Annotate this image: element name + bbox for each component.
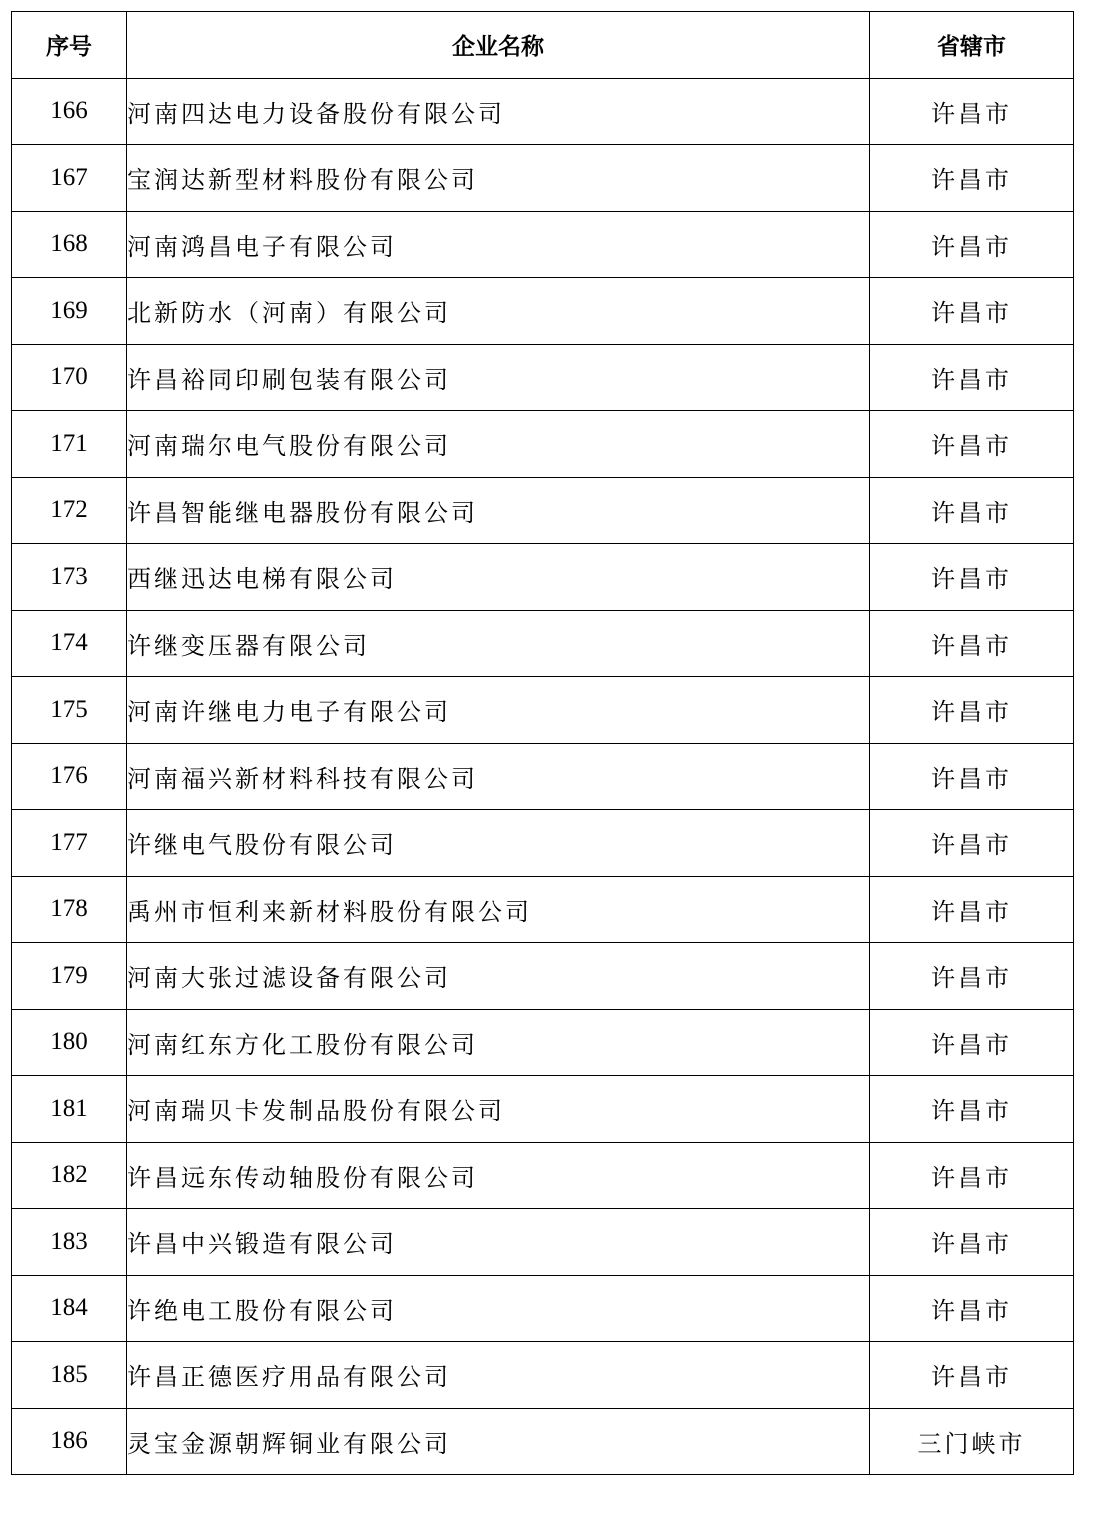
row-index: 182 bbox=[12, 1142, 127, 1209]
row-company-name: 许昌智能继电器股份有限公司 bbox=[127, 477, 870, 544]
table-row bbox=[12, 876, 1074, 943]
row-index: 174 bbox=[12, 610, 127, 677]
row-company-name: 河南红东方化工股份有限公司 bbox=[127, 1009, 870, 1076]
row-city: 许昌市 bbox=[870, 477, 1074, 544]
row-index: 179 bbox=[12, 943, 127, 1010]
header-index: 序号 bbox=[12, 12, 127, 79]
table-row bbox=[12, 810, 1074, 877]
row-index: 168 bbox=[12, 211, 127, 278]
row-index: 180 bbox=[12, 1009, 127, 1076]
table-row bbox=[12, 1408, 1074, 1475]
row-city: 许昌市 bbox=[870, 145, 1074, 212]
row-city: 许昌市 bbox=[870, 1275, 1074, 1342]
row-index: 172 bbox=[12, 477, 127, 544]
row-city: 许昌市 bbox=[870, 743, 1074, 810]
row-company-name: 宝润达新型材料股份有限公司 bbox=[127, 145, 870, 212]
row-city: 许昌市 bbox=[870, 876, 1074, 943]
table-row bbox=[12, 145, 1074, 212]
table-row bbox=[12, 1142, 1074, 1209]
table-row bbox=[12, 1342, 1074, 1409]
row-company-name: 许昌远东传动轴股份有限公司 bbox=[127, 1142, 870, 1209]
row-company-name: 许继电气股份有限公司 bbox=[127, 810, 870, 877]
row-index: 176 bbox=[12, 743, 127, 810]
row-index: 167 bbox=[12, 145, 127, 212]
row-city: 三门峡市 bbox=[870, 1408, 1074, 1475]
row-index: 166 bbox=[12, 78, 127, 145]
table-header-row bbox=[12, 12, 1074, 79]
table-row bbox=[12, 411, 1074, 478]
row-company-name: 河南福兴新材料科技有限公司 bbox=[127, 743, 870, 810]
row-city: 许昌市 bbox=[870, 78, 1074, 145]
table-row bbox=[12, 477, 1074, 544]
row-company-name: 禹州市恒利来新材料股份有限公司 bbox=[127, 876, 870, 943]
row-index: 181 bbox=[12, 1076, 127, 1143]
table-row bbox=[12, 943, 1074, 1010]
table-row bbox=[12, 211, 1074, 278]
row-city: 许昌市 bbox=[870, 610, 1074, 677]
row-company-name: 许继变压器有限公司 bbox=[127, 610, 870, 677]
row-company-name: 北新防水（河南）有限公司 bbox=[127, 278, 870, 345]
row-company-name: 河南鸿昌电子有限公司 bbox=[127, 211, 870, 278]
table-row bbox=[12, 743, 1074, 810]
row-city: 许昌市 bbox=[870, 810, 1074, 877]
row-index: 183 bbox=[12, 1209, 127, 1276]
row-company-name: 河南瑞贝卡发制品股份有限公司 bbox=[127, 1076, 870, 1143]
row-company-name: 许昌中兴锻造有限公司 bbox=[127, 1209, 870, 1276]
row-index: 171 bbox=[12, 411, 127, 478]
table-row bbox=[12, 610, 1074, 677]
row-company-name: 西继迅达电梯有限公司 bbox=[127, 544, 870, 611]
row-index: 169 bbox=[12, 278, 127, 345]
table-row bbox=[12, 1275, 1074, 1342]
table-row bbox=[12, 278, 1074, 345]
row-city: 许昌市 bbox=[870, 1142, 1074, 1209]
row-city: 许昌市 bbox=[870, 211, 1074, 278]
row-city: 许昌市 bbox=[870, 677, 1074, 744]
table-row bbox=[12, 78, 1074, 145]
row-city: 许昌市 bbox=[870, 411, 1074, 478]
header-city: 省辖市 bbox=[870, 12, 1074, 79]
row-index: 177 bbox=[12, 810, 127, 877]
row-company-name: 灵宝金源朝辉铜业有限公司 bbox=[127, 1408, 870, 1475]
table-body bbox=[12, 78, 1074, 1475]
table-row bbox=[12, 1076, 1074, 1143]
row-company-name: 许昌裕同印刷包装有限公司 bbox=[127, 344, 870, 411]
row-city: 许昌市 bbox=[870, 1342, 1074, 1409]
row-city: 许昌市 bbox=[870, 1209, 1074, 1276]
row-index: 185 bbox=[12, 1342, 127, 1409]
row-index: 178 bbox=[12, 876, 127, 943]
row-index: 186 bbox=[12, 1408, 127, 1475]
row-city: 许昌市 bbox=[870, 344, 1074, 411]
row-index: 170 bbox=[12, 344, 127, 411]
row-city: 许昌市 bbox=[870, 943, 1074, 1010]
row-company-name: 许昌正德医疗用品有限公司 bbox=[127, 1342, 870, 1409]
row-company-name: 河南瑞尔电气股份有限公司 bbox=[127, 411, 870, 478]
header-company-name: 企业名称 bbox=[127, 12, 870, 79]
row-index: 184 bbox=[12, 1275, 127, 1342]
table-row bbox=[12, 677, 1074, 744]
row-index: 175 bbox=[12, 677, 127, 744]
row-company-name: 河南四达电力设备股份有限公司 bbox=[127, 78, 870, 145]
table-row bbox=[12, 1009, 1074, 1076]
table-row bbox=[12, 1209, 1074, 1276]
row-city: 许昌市 bbox=[870, 1076, 1074, 1143]
row-city: 许昌市 bbox=[870, 278, 1074, 345]
row-company-name: 河南大张过滤设备有限公司 bbox=[127, 943, 870, 1010]
table-row bbox=[12, 344, 1074, 411]
row-index: 173 bbox=[12, 544, 127, 611]
row-company-name: 河南许继电力电子有限公司 bbox=[127, 677, 870, 744]
company-table bbox=[11, 11, 1074, 1475]
row-company-name: 许绝电工股份有限公司 bbox=[127, 1275, 870, 1342]
row-city: 许昌市 bbox=[870, 544, 1074, 611]
row-city: 许昌市 bbox=[870, 1009, 1074, 1076]
table-row bbox=[12, 544, 1074, 611]
